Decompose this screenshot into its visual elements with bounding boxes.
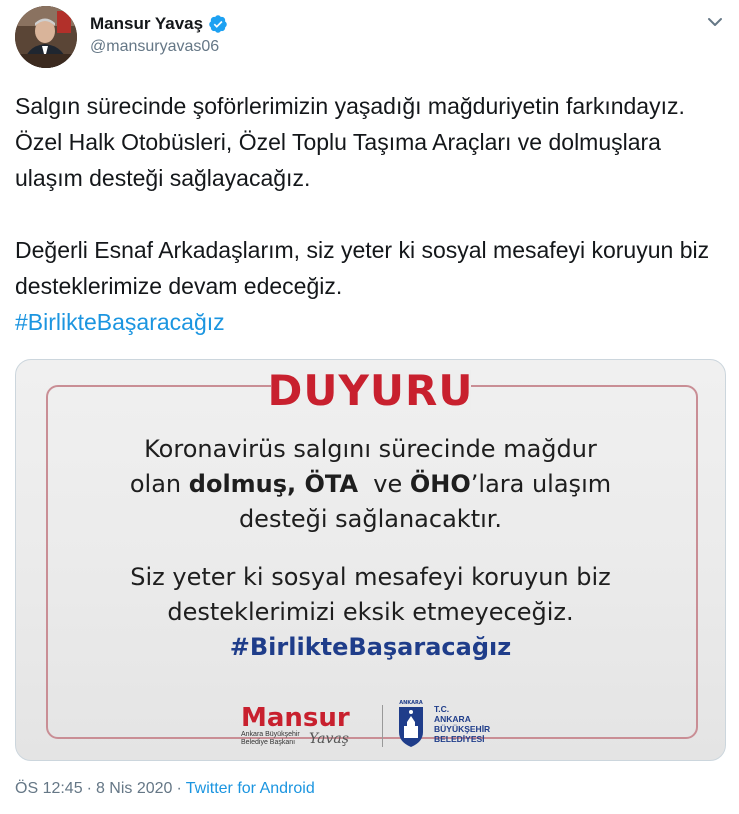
announcement-title: DUYURU — [267, 366, 474, 415]
tweet-body: Salgın sürecinde şoförlerimizin yaşadığı mağduriyetin farkındayız. Özel Halk Otobüsleri, Özel Toplu Taşıma Araçları ve dolmuşlara ulaşım desteği sağlayacağız. Değerli Esnaf Arkadaşlarım, siz yeter ki sosyal mesafeyi koruyun biz desteklerimize devam edeceğiz. — [15, 93, 710, 299]
verified-badge-icon — [208, 14, 228, 34]
announcement-line: olan dolmuş, ÖTA ve ÖHO’lara ulaşım — [129, 470, 612, 498]
tweet-text — [15, 88, 715, 340]
ankara-municipality-logo-icon — [396, 698, 426, 748]
announcement-line: desteği sağlanacaktır. — [238, 505, 503, 533]
announcement-image[interactable] — [15, 359, 726, 761]
announcement-line: desteklerimizi eksik etmeyeceğiz. — [167, 598, 574, 626]
brand-signature: Yavaş — [309, 731, 349, 747]
avatar[interactable] — [15, 6, 77, 68]
brand-subtitle: Ankara Büyükşehir Belediye Başkanı — [241, 731, 300, 746]
author-handle[interactable]: @mansuryavas06 — [90, 38, 220, 55]
brand-divider — [382, 705, 383, 747]
tweet-time-link[interactable]: ÖS 12:45 — [15, 780, 83, 797]
svg-text:ANKARA: ANKARA — [399, 700, 423, 706]
tweet-source-link[interactable]: Twitter for Android — [185, 780, 315, 797]
announcement-line: Siz yeter ki sosyal mesafeyi koruyun biz — [130, 563, 611, 591]
announcement-body — [16, 432, 725, 665]
separator: · — [86, 780, 92, 797]
avatar-image — [15, 6, 77, 68]
announcement-line: Koronavirüs salgını sürecinde mağdur — [144, 435, 597, 463]
chevron-down-icon[interactable] — [705, 12, 725, 32]
mansur-brand-logo — [241, 705, 371, 750]
brand-name: Mansur — [241, 703, 350, 733]
municipality-name: T.C. ANKARA BÜYÜKŞEHİR BELEDİYESİ — [434, 704, 491, 744]
tweet-hashtag-link[interactable]: #BirlikteBaşaracağız — [15, 309, 225, 335]
announcement-hashtag: #BirlikteBaşaracağız — [229, 633, 512, 661]
tweet-date-link[interactable]: 8 Nis 2020 — [95, 780, 173, 797]
separator: · — [176, 780, 182, 797]
author-name[interactable]: Mansur Yavaş — [90, 14, 204, 33]
tweet-footer — [15, 780, 315, 798]
